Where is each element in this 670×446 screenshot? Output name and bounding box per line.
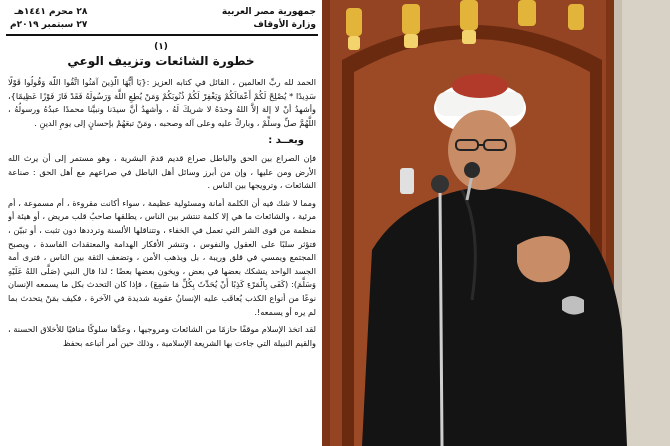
sermon-number: (١) <box>154 42 168 52</box>
hijri-date: ٢٨ محرم ١٤٤١هـ <box>14 7 88 17</box>
header-divider <box>6 34 318 36</box>
speaker-photo <box>322 0 670 446</box>
document-header <box>8 6 318 34</box>
paragraph-opening: الحمد لله ربِّ العالمين ، القائل في كتابه العزيز :{يَا أَيُّهَا الَّذِينَ آمَنُوا اتَّقُوا اللَّهَ وَقُولُوا قَوْلًا سَدِيدًا * يُصْلِحْ لَكُمْ أَعْمَالَكُمْ وَيَغْفِرْ لَكُمْ ذُنُوبَكُمْ وَمَنْ يُطِعِ اللَّهَ وَرَسُولَهُ فَقَدْ فَازَ فَوْزًا عَظِيمًا}، وأشهدُ أنْ لا إلهَ إلاَّ اللهُ وحدَهُ لا شريكَ لَهُ ، وأشهدُ أنَّ سيدَنا ونبيَّنا محمدًا عبدُهُ ورسولُهُ ، اللَّهُمَّ صلِّ وسلِّمْ ، وباركْ عليه وعلى آله وصحبه ، ومَنْ تبعَهُمْ بإحسانٍ إلى يومِ الدينِ . <box>8 77 316 128</box>
paragraph-4: لقد اتخذ الإسلام موقفًا حازمًا من الشائعات ومروجيها ، وعدَّها سلوكًا منافيًا للأخلاق الحسنة ، والقيم النبيلة التي جاءت بها الشريعة الإسلامية ، وذلك حين أمر أتباعه بحفظ <box>8 324 316 348</box>
paragraph-2: فإن الصراع بين الحق والباطل صراع قديم قدمَ البشرية ، وهو مستمر إلى أن يرث الله الأرض ومن عليها ، وإن من أبرز وسائل أهل الباطل في صراعهم مع أهل الحق : صناعة الشائعات ، وترويجها بين الناس . <box>8 152 316 191</box>
speaker-at-pulpit-photo <box>322 0 670 446</box>
ministry-line-1: جمهورية مصر العربية <box>221 7 316 17</box>
wabaad-heading: وبعــد : <box>268 135 304 147</box>
ministry-block <box>222 6 316 32</box>
ministry-line-2: وزارة الأوقاف <box>253 20 316 30</box>
sermon-body <box>8 76 316 444</box>
sermon-title: خطورة الشائعات وتزييف الوعي <box>67 54 255 68</box>
paragraph-3: ومما لا شك فيه أن الكلمة أمانة ومسئولية عظيمة ، سواء أكانت مقروءة ، أم مسموعة ، أم مرئية ، والشائعات ما هي إلا كلمة تنتشر بين الناس ، يطلقها صاحبُ قلب مريض ، أو هيئة أو منظمة من قوى الشر التي تعمل في الخفاء ، وتتناقلها الألسنة وترددها دون تثبت ، أو تبيّن ، فتؤثر سلبًا على العقول والنفوس ، وتنشر الأفكار الهدامة والمعتقدات الفاسدة ، ويصبح المجتمع ويمسي في قلق وريبة ، بل ويذهب الأمن ، وتضعف الثقة بين الناس ، فترى أمة الجسد الواحد يتشكك بعضها في بعض ، ويخون بعضها بعضًا ؛ لذا قال النبي (صَلَّى اللهُ عَلَيْهِ وَسَلَّمَ): (كَفَى بِالْمَرْءِ كَذِبًا أَنْ يُحَدِّثَ بِكُلِّ مَا سَمِعَ) ، فإذا كان التحدث بكل ما يسمعه الإنسان نوعًا من أنواع الكذب يُعاقَب عليه الإنسانُ عقوبة شديدة في الآخرة ، فكيف بمَنْ يتحدث بما لم يره أو يسمعه!. <box>8 197 316 317</box>
date-block <box>10 6 87 32</box>
gregorian-date: ٢٧ سبتمبر ٢٠١٩م <box>10 20 88 30</box>
sermon-document <box>0 0 322 446</box>
